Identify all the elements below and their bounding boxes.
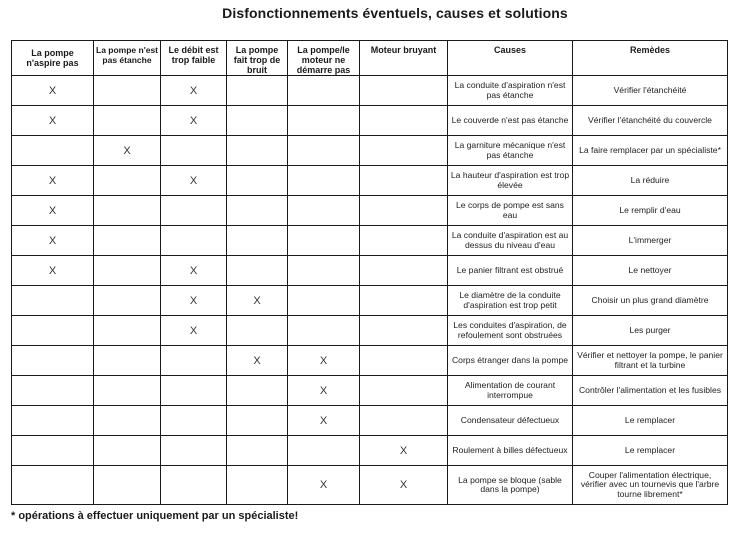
mark-cell-no-suction: X — [12, 226, 94, 256]
mark-cell-noisy-motor — [360, 166, 448, 196]
table-row — [12, 226, 728, 256]
remedy-cell: Le remplacer — [573, 436, 728, 466]
mark-cell-noisy-motor — [360, 406, 448, 436]
mark-cell-too-noisy — [227, 316, 288, 346]
mark-cell-noisy-motor — [360, 106, 448, 136]
mark-cell-too-noisy — [227, 226, 288, 256]
remedy-cell: L'immerger — [573, 226, 728, 256]
mark-cell-low-flow: X — [161, 256, 227, 286]
cause-cell: La pompe se bloque (sable dans la pompe) — [448, 466, 573, 505]
column-header-too-noisy: La pompe fait trop de bruit — [227, 41, 288, 76]
cause-cell: Alimentation de courant interrompue — [448, 376, 573, 406]
mark-cell-low-flow — [161, 376, 227, 406]
page-title: Disfonctionnements éventuels, causes et solutions — [222, 5, 568, 21]
mark-cell-no-suction: X — [12, 106, 94, 136]
mark-cell-noisy-motor — [360, 76, 448, 106]
cause-cell: La conduite d'aspiration est au dessus du niveau d'eau — [448, 226, 573, 256]
mark-cell-not-sealed — [94, 166, 161, 196]
cause-cell: La garniture mécanique n'est pas étanche — [448, 136, 573, 166]
mark-cell-does-not-start: X — [288, 346, 360, 376]
mark-cell-does-not-start — [288, 196, 360, 226]
table-row — [12, 106, 728, 136]
mark-cell-too-noisy — [227, 166, 288, 196]
remedy-cell: Vérifier et nettoyer la pompe, le panier filtrant et la turbine — [573, 346, 728, 376]
table-row — [12, 136, 728, 166]
cause-cell: Le diamètre de la conduite d'aspiration est trop petit — [448, 286, 573, 316]
mark-cell-noisy-motor — [360, 136, 448, 166]
column-header-remedies: Remèdes — [573, 41, 728, 76]
table-row — [12, 76, 728, 106]
mark-cell-too-noisy — [227, 106, 288, 136]
mark-cell-noisy-motor: X — [360, 466, 448, 505]
remedy-cell: Vérifier l'étanchéité — [573, 76, 728, 106]
table-row — [12, 166, 728, 196]
mark-cell-noisy-motor — [360, 196, 448, 226]
table-row — [12, 196, 728, 226]
mark-cell-not-sealed — [94, 346, 161, 376]
mark-cell-low-flow: X — [161, 106, 227, 136]
mark-cell-noisy-motor — [360, 226, 448, 256]
mark-cell-no-suction — [12, 466, 94, 505]
mark-cell-low-flow — [161, 196, 227, 226]
mark-cell-low-flow — [161, 466, 227, 505]
mark-cell-no-suction: X — [12, 256, 94, 286]
mark-cell-too-noisy — [227, 136, 288, 166]
mark-cell-not-sealed: X — [94, 136, 161, 166]
mark-cell-does-not-start — [288, 436, 360, 466]
cause-cell: La hauteur d'aspiration est trop élevée — [448, 166, 573, 196]
mark-cell-does-not-start: X — [288, 376, 360, 406]
mark-cell-low-flow: X — [161, 76, 227, 106]
cause-cell: Les conduites d'aspiration, de refoulement sont obstruées — [448, 316, 573, 346]
table-row — [12, 436, 728, 466]
remedy-cell: Couper l'alimentation électrique, vérifier avec un tournevis que l'arbre tourne librement* — [573, 466, 728, 505]
remedy-cell: Le nettoyer — [573, 256, 728, 286]
mark-cell-low-flow — [161, 136, 227, 166]
mark-cell-noisy-motor — [360, 256, 448, 286]
mark-cell-does-not-start: X — [288, 406, 360, 436]
cause-cell: Corps étranger dans la pompe — [448, 346, 573, 376]
mark-cell-too-noisy — [227, 76, 288, 106]
mark-cell-no-suction — [12, 436, 94, 466]
mark-cell-not-sealed — [94, 406, 161, 436]
mark-cell-no-suction — [12, 136, 94, 166]
remedy-cell: Les purger — [573, 316, 728, 346]
table-row — [12, 406, 728, 436]
remedy-cell: Choisir un plus grand diamètre — [573, 286, 728, 316]
footnote: * opérations à effectuer uniquement par un spécialiste! — [11, 510, 299, 522]
mark-cell-not-sealed — [94, 196, 161, 226]
remedy-cell: Vérifier l'étanchéité du couvercle — [573, 106, 728, 136]
remedy-cell: La réduire — [573, 166, 728, 196]
mark-cell-does-not-start — [288, 166, 360, 196]
mark-cell-low-flow: X — [161, 166, 227, 196]
remedy-cell: Le remplir d'eau — [573, 196, 728, 226]
mark-cell-does-not-start — [288, 286, 360, 316]
cause-cell: Le panier filtrant est obstrué — [448, 256, 573, 286]
mark-cell-not-sealed — [94, 286, 161, 316]
mark-cell-too-noisy — [227, 376, 288, 406]
mark-cell-does-not-start — [288, 226, 360, 256]
table-row — [12, 346, 728, 376]
mark-cell-does-not-start — [288, 136, 360, 166]
table-row — [12, 466, 728, 505]
table-row — [12, 376, 728, 406]
mark-cell-not-sealed — [94, 76, 161, 106]
mark-cell-low-flow — [161, 406, 227, 436]
mark-cell-does-not-start — [288, 256, 360, 286]
mark-cell-too-noisy — [227, 466, 288, 505]
mark-cell-noisy-motor — [360, 286, 448, 316]
mark-cell-noisy-motor — [360, 376, 448, 406]
column-header-does-not-start: La pompe/le moteur ne démarre pas — [288, 41, 360, 76]
mark-cell-noisy-motor — [360, 316, 448, 346]
mark-cell-does-not-start — [288, 106, 360, 136]
table-row — [12, 316, 728, 346]
mark-cell-no-suction — [12, 346, 94, 376]
mark-cell-too-noisy — [227, 256, 288, 286]
mark-cell-noisy-motor: X — [360, 436, 448, 466]
mark-cell-not-sealed — [94, 436, 161, 466]
mark-cell-low-flow — [161, 226, 227, 256]
remedy-cell: Contrôler l'alimentation et les fusibles — [573, 376, 728, 406]
mark-cell-low-flow: X — [161, 286, 227, 316]
mark-cell-not-sealed — [94, 466, 161, 505]
column-header-noisy-motor: Moteur bruyant — [360, 41, 448, 76]
cause-cell: La conduite d'aspiration n'est pas étanche — [448, 76, 573, 106]
mark-cell-too-noisy: X — [227, 286, 288, 316]
header-row — [12, 41, 728, 76]
cause-cell: Roulement à billes défectueux — [448, 436, 573, 466]
table-body — [12, 76, 728, 505]
mark-cell-no-suction — [12, 286, 94, 316]
mark-cell-does-not-start: X — [288, 466, 360, 505]
mark-cell-no-suction — [12, 316, 94, 346]
mark-cell-too-noisy — [227, 406, 288, 436]
mark-cell-not-sealed — [94, 226, 161, 256]
mark-cell-no-suction — [12, 376, 94, 406]
remedy-cell: La faire remplacer par un spécialiste* — [573, 136, 728, 166]
column-header-low-flow: Le débit est trop faible — [161, 41, 227, 76]
table-row — [12, 286, 728, 316]
mark-cell-no-suction: X — [12, 76, 94, 106]
table-row — [12, 256, 728, 286]
mark-cell-not-sealed — [94, 256, 161, 286]
mark-cell-not-sealed — [94, 376, 161, 406]
mark-cell-low-flow: X — [161, 316, 227, 346]
mark-cell-too-noisy: X — [227, 346, 288, 376]
mark-cell-no-suction: X — [12, 196, 94, 226]
mark-cell-noisy-motor — [360, 346, 448, 376]
mark-cell-low-flow — [161, 436, 227, 466]
mark-cell-too-noisy — [227, 436, 288, 466]
column-header-not-sealed: La pompe n'est pas étanche — [94, 41, 161, 76]
mark-cell-no-suction: X — [12, 166, 94, 196]
cause-cell: Le corps de pompe est sans eau — [448, 196, 573, 226]
cause-cell: Le couverde n'est pas étanche — [448, 106, 573, 136]
mark-cell-no-suction — [12, 406, 94, 436]
column-header-no-suction: La pompe n'aspire pas — [12, 41, 94, 76]
mark-cell-does-not-start — [288, 76, 360, 106]
mark-cell-too-noisy — [227, 196, 288, 226]
mark-cell-not-sealed — [94, 106, 161, 136]
mark-cell-low-flow — [161, 346, 227, 376]
mark-cell-does-not-start — [288, 316, 360, 346]
remedy-cell: Le remplacer — [573, 406, 728, 436]
cause-cell: Condensateur défectueux — [448, 406, 573, 436]
troubleshooting-table — [11, 40, 728, 505]
column-header-causes: Causes — [448, 41, 573, 76]
mark-cell-not-sealed — [94, 316, 161, 346]
